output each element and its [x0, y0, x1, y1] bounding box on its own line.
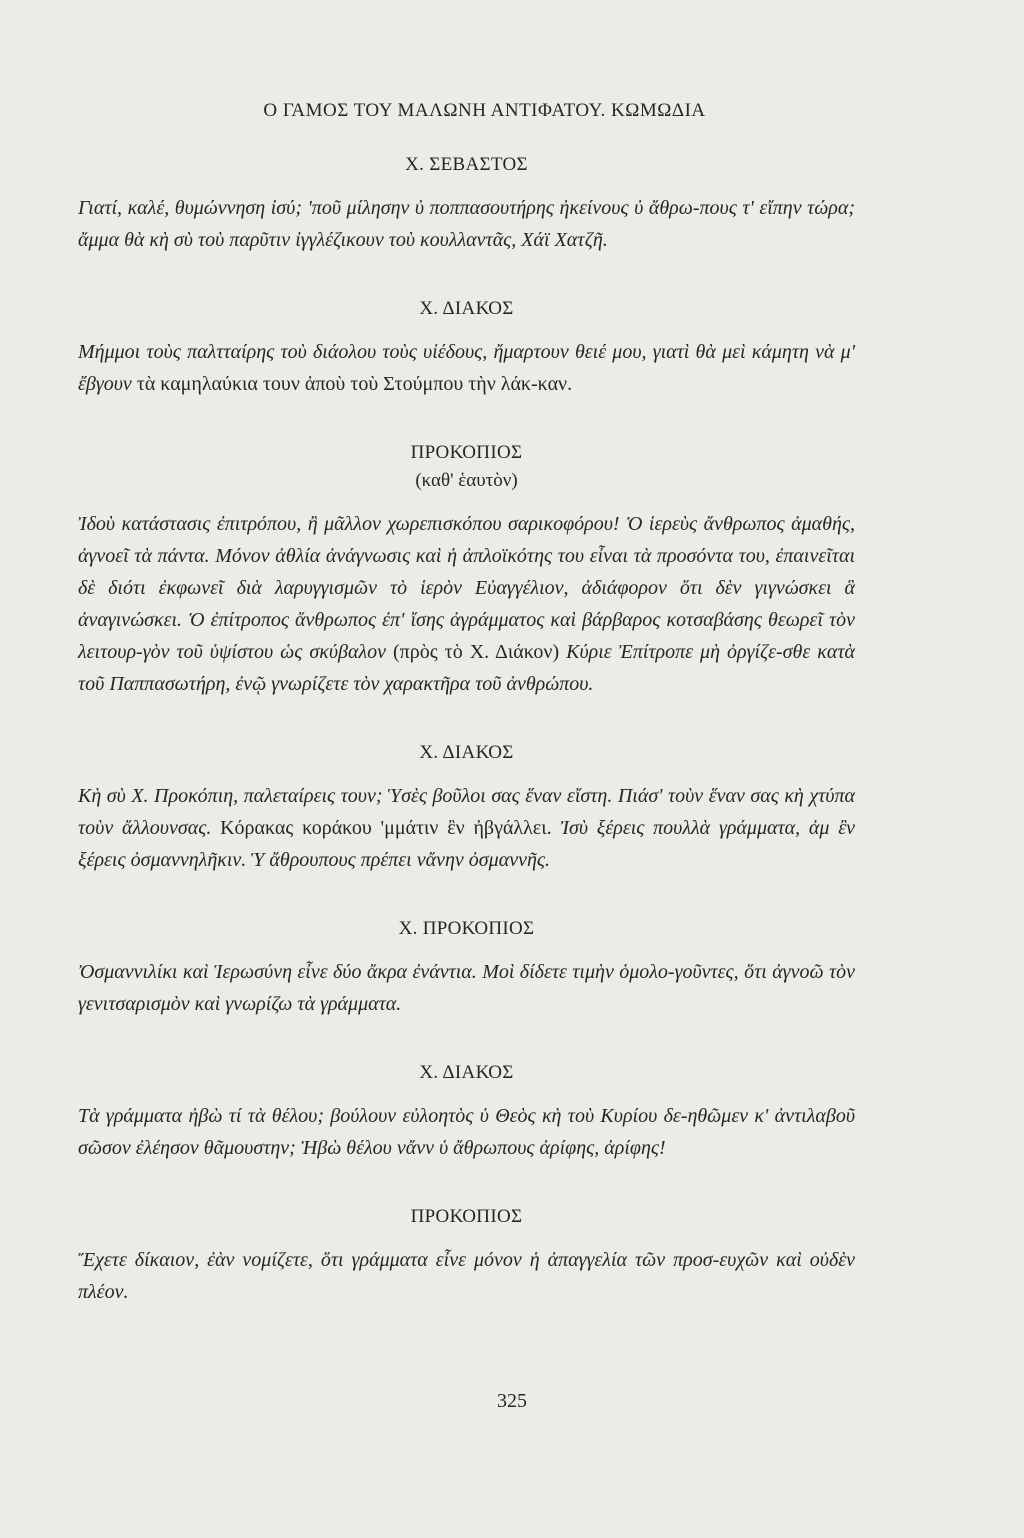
dialogue-block — [78, 442, 855, 700]
speech-text — [78, 336, 855, 400]
speech-segment-upright: (πρὸς τὸ Χ. Διάκον) — [393, 641, 560, 663]
running-head: Ο ΓΑΜΟΣ ΤΟΥ ΜΑΛΩΝΗ ΑΝΤΙΦΑΤΟΥ. ΚΩΜΩΔΙΑ — [263, 100, 706, 121]
speech-text — [78, 1100, 855, 1164]
speech-segment-upright: Κόρακας κοράκου 'μμάτιν ἒν ἠβγάλλει. — [220, 817, 552, 839]
speaker-name: Χ. ΔΙΑΚΟΣ — [419, 742, 514, 763]
speaker-name: Χ. ΠΡΟΚΟΠΙΟΣ — [398, 918, 535, 939]
speech-segment-italic: Τὰ γράμματα ἠβὼ τί τὰ θέλου; βούλουν εὐλοητὸς ὑ Θεὸς κὴ τοὺ Κυρίου δε-ηθῶμεν κ' ἀντιλαβοῦ σῶσον ἐλέησον θᾶμουστην; Ἠβὼ θέλου νἄνν ὑ ἄθρωπους ἀρίφης, ἀρίφης! — [78, 1105, 855, 1159]
speaker-name: Χ. ΣΕΒΑΣΤΟΣ — [405, 154, 528, 175]
dialogue-block — [78, 742, 855, 876]
speech-text — [78, 956, 855, 1020]
speech-text — [78, 780, 855, 876]
speech-segment-italic: Γιατί, καλέ, θυμώννηση ἰσύ; 'ποῦ μίλησην ὐ ποππασουτήρης ἠκείνους ὐ ἄθρω-πους τ' εἴπην τώρα; ἄμμα θὰ κὴ σὺ τοὺ παρῦτιν ἰγγλέζικουν τοὺ κουλλαντᾶς, Χάϊ Χατζῆ. — [78, 197, 855, 251]
speaker-name: ΠΡΟΚΟΠΙΟΣ — [410, 1206, 523, 1227]
dialogue — [78, 154, 855, 1308]
speech-segment-italic: Ἔχετε δίκαιον, ἐὰν νομίζετε, ὅτι γράμματα εἶνε μόνον ἡ ἀπαγγελία τῶν προσ-ευχῶν καὶ οὐδὲν πλέον. — [78, 1249, 855, 1303]
dialogue-block — [78, 154, 855, 256]
speaker-name: ΠΡΟΚΟΠΙΟΣ — [410, 442, 523, 463]
dialogue-block — [78, 1062, 855, 1164]
speech-segment-italic: Μήμμοι τοὺς παλτταίρης τοὺ διάολου τοὺς υἱέδους, ἤμαρτουν θειέ μου, γιατὶ θὰ μεὶ κάμητη νὰ μ' ἔβγουν — [78, 341, 855, 395]
speech-text — [78, 192, 855, 256]
dialogue-block — [78, 1206, 855, 1308]
speech-text — [78, 508, 855, 700]
speech-segment-italic: Ἰσὺ ξέρεις πουλλὰ γράμματα, ἀμ ἒν ξέρεις ὀσμαννηλῆκιν. Ὑ ἄθρουπους πρέπει νἄνην ὀσμαννῆς. — [78, 817, 855, 871]
speech-text — [78, 1244, 855, 1308]
page-number: 325 — [497, 1390, 527, 1412]
page-body — [78, 100, 855, 1350]
stage-direction: (καθ' ἑαυτὸν) — [415, 470, 518, 491]
dialogue-block — [78, 298, 855, 400]
speech-segment-upright: τὰ καμηλαύκια τουν ἀποὺ τοὺ Στούμπου τὴν λάκ-καν. — [136, 373, 573, 395]
speech-segment-italic: Κὴ σὺ Χ. Προκόπιη, παλεταίρεις τουν; Ὑσὲς βοῦλοι σας ἕναν εἴστη. Πιάσ' τοὺν ἕναν σας κὴ χτύπα τοὺν ἄλλουνσας. — [78, 785, 855, 839]
speaker-name: Χ. ΔΙΑΚΟΣ — [419, 1062, 514, 1083]
dialogue-block — [78, 918, 855, 1020]
speech-segment-italic: Κύριε Ἐπίτροπε μὴ ὀργίζε-σθε κατὰ τοῦ Παππασωτήρη, ἐνῷ γνωρίζετε τὸν χαρακτῆρα τοῦ ἀνθρώπου. — [78, 641, 856, 695]
speech-segment-italic: Ἰδοὺ κατάστασις ἐπιτρόπου, ἢ μᾶλλον χωρεπισκόπου σαρικοφόρου! Ὁ ἱερεὺς ἄνθρωπος ἀμαθής, ἀγνοεῖ τὰ πάντα. Μόνον ἀθλία ἀνάγνωσις καὶ ἡ ἀπλοϊκότης του εἶναι τὰ προσόντα του, ἐπαινεῖται δὲ διότι ἐκφωνεῖ διὰ λαρυγγισμῶν τὸ ἱερὸν Εὐαγγέλιον, ἀδιάφορον ὅτι δὲν γιγνώσκει ἃ ἀναγινώσκει. Ὁ ἐπίτροπος ἄνθρωπος ἐπ' ἴσης ἀγράμματος καὶ βάρβαρος κοτσαβάσης θεωρεῖ τὸν λειτουρ-γὸν τοῦ ὑψίστου ὡς σκύβαλον — [78, 513, 855, 663]
speaker-name: Χ. ΔΙΑΚΟΣ — [419, 298, 514, 319]
speech-segment-italic: Ὀσμαννιλίκι καὶ Ἱερωσύνη εἶνε δύο ἄκρα ἐνάντια. Μοὶ δίδετε τιμὴν ὁμολο-γοῦντες, ὅτι ἀγνοῶ τὸν γενιτσαρισμὸν καὶ γνωρίζω τὰ γράμματα. — [78, 961, 855, 1015]
